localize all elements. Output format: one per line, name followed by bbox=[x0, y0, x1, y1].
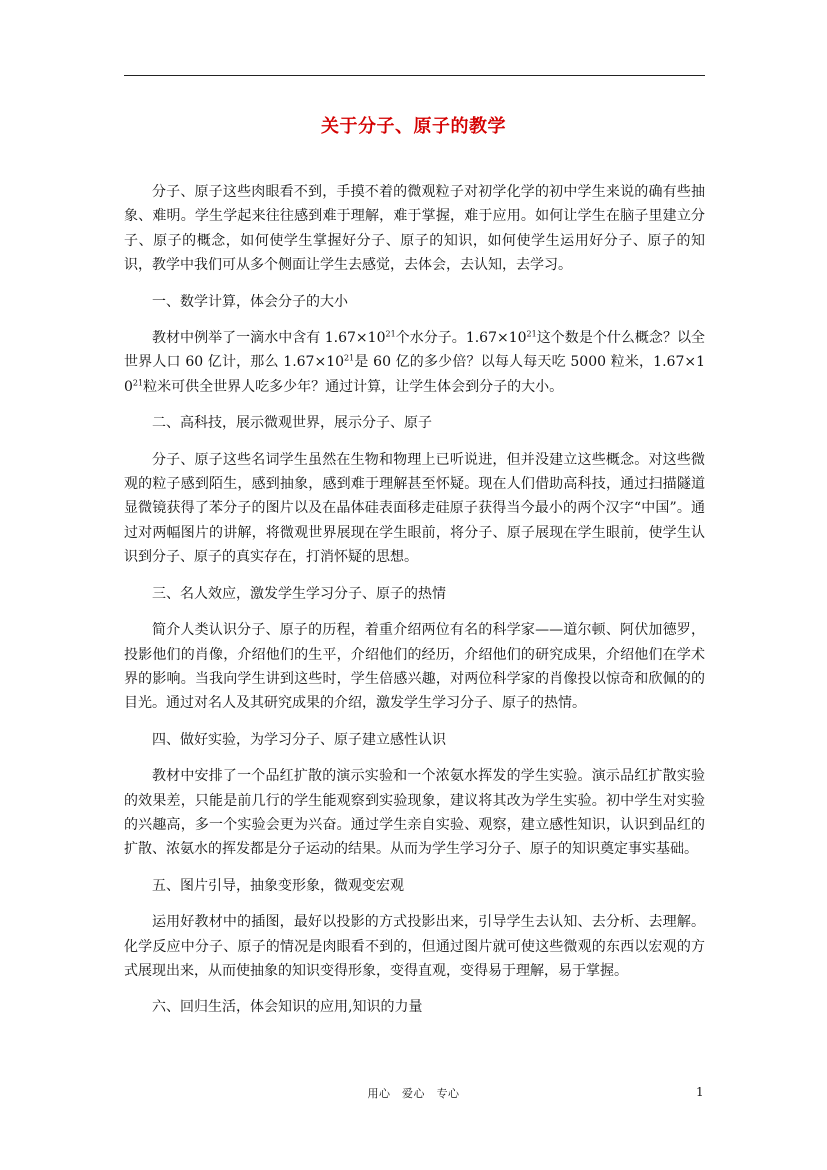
document-title: 关于分子、原子的教学 bbox=[321, 116, 506, 137]
section-5-paragraph: 运用好教材中的插图，最好以投影的方式投影出来，引导学生去认知、去分析、去理解。化学反应中分子、原子的情况是肉眼看不到的，但通过图片就可使这些微观的东西以宏观的方式展现出来，从而使抽象的知识变得形象，变得直观，变得易于理解，易于掌握。 bbox=[124, 914, 705, 979]
section-2-paragraph: 分子、原子这些名词学生虽然在生物和物理上已听说进，但并没建立这些概念。对这些微观的粒子感到陌生，感到抽象，感到难于理解甚至怀疑。现在人们借助高科技，通过扫描隧道显微镜获得了苯分子的图片以及在晶体硅表面移走硅原子获得当今最小的两个汉字“中国”。通过对两幅图片的讲解，将微观世界展现在学生眼前，将分子、原子展现在学生眼前，使学生认识到分子、原子的真实存在，打消怀疑的思想。 bbox=[124, 451, 705, 566]
section-1-heading: 一、数学计算，体会分子的大小 bbox=[152, 293, 348, 310]
section-3-heading: 三、名人效应，激发学生学习分子、原子的热情 bbox=[152, 585, 446, 602]
section-3-paragraph: 简介人类认识分子、原子的历程，着重介绍两位有名的科学家——道尔顿、阿伏加德罗，投影他们的肖像，介绍他们的生平，介绍他们的经历，介绍他们的研究成果，介绍他们在学术界的影响。当我向学生讲到这些时，学生倍感兴趣，对两位科学家的肖像投以惊奇和欣佩的的目光。通过对名人及其研究成果的介绍，激发学生学习分子、原子的热情。 bbox=[124, 622, 705, 712]
section-6-heading: 六、回归生活，体会知识的应用,知识的力量 bbox=[152, 999, 423, 1016]
section-5-heading: 五、图片引导，抽象变形象，微观变宏观 bbox=[152, 877, 404, 894]
section-4-paragraph: 教材中安排了一个品红扩散的演示实验和一个浓氨水挥发的学生实验。演示品红扩散实验的效果差，只能是前几行的学生能观察到实验现象，建议将其改为学生实验。初中学生对实验的兴趣高，多一个实验会更为兴奋。通过学生亲自实验、观察，建立感性知识，认识到品红的扩散、浓氨水的挥发都是分子运动的结果。从而为学生学习分子、原子的知识奠定事实基础。 bbox=[124, 768, 705, 858]
intro-paragraph: 分子、原子这些肉眼看不到，手摸不着的微观粒子对初学化学的初中学生来说的确有些抽象、难明。学生学起来往往感到难于理解，难于掌握，难于应用。如何让学生在脑子里建立分子、原子的概念，如何使学生掌握好分子、原子的知识，如何使学生运用好分子、原子的知识，教学中我们可从多个侧面让学生去感觉，去体会，去认知，去学习。 bbox=[124, 184, 705, 274]
header-rule bbox=[124, 75, 705, 76]
document-body bbox=[124, 180, 705, 1032]
section-1-paragraph: 教材中例举了一滴水中含有 $1.67\times 10^{21}$个水分子。$1.67\times 10^{21}$这个数是个什么概念？以全世界人口 60 亿计，那么 $1.67\times 10^{21}$是 60 亿的多少倍？以每人每天吃 5000 粒米，$1.67\times 10^{21}$粒米可供全世界人吃多少年？通过计算，让学生体会到分子的大小。 bbox=[124, 329, 706, 395]
section-2-heading: 二、高科技，展示微观世界，展示分子、原子 bbox=[152, 415, 432, 432]
section-4-heading: 四、做好实验，为学习分子、原子建立感性认识 bbox=[152, 731, 446, 748]
page-footer: 用心 爱心 专心 bbox=[367, 1087, 460, 1100]
page-number: 1 bbox=[696, 1085, 704, 1099]
